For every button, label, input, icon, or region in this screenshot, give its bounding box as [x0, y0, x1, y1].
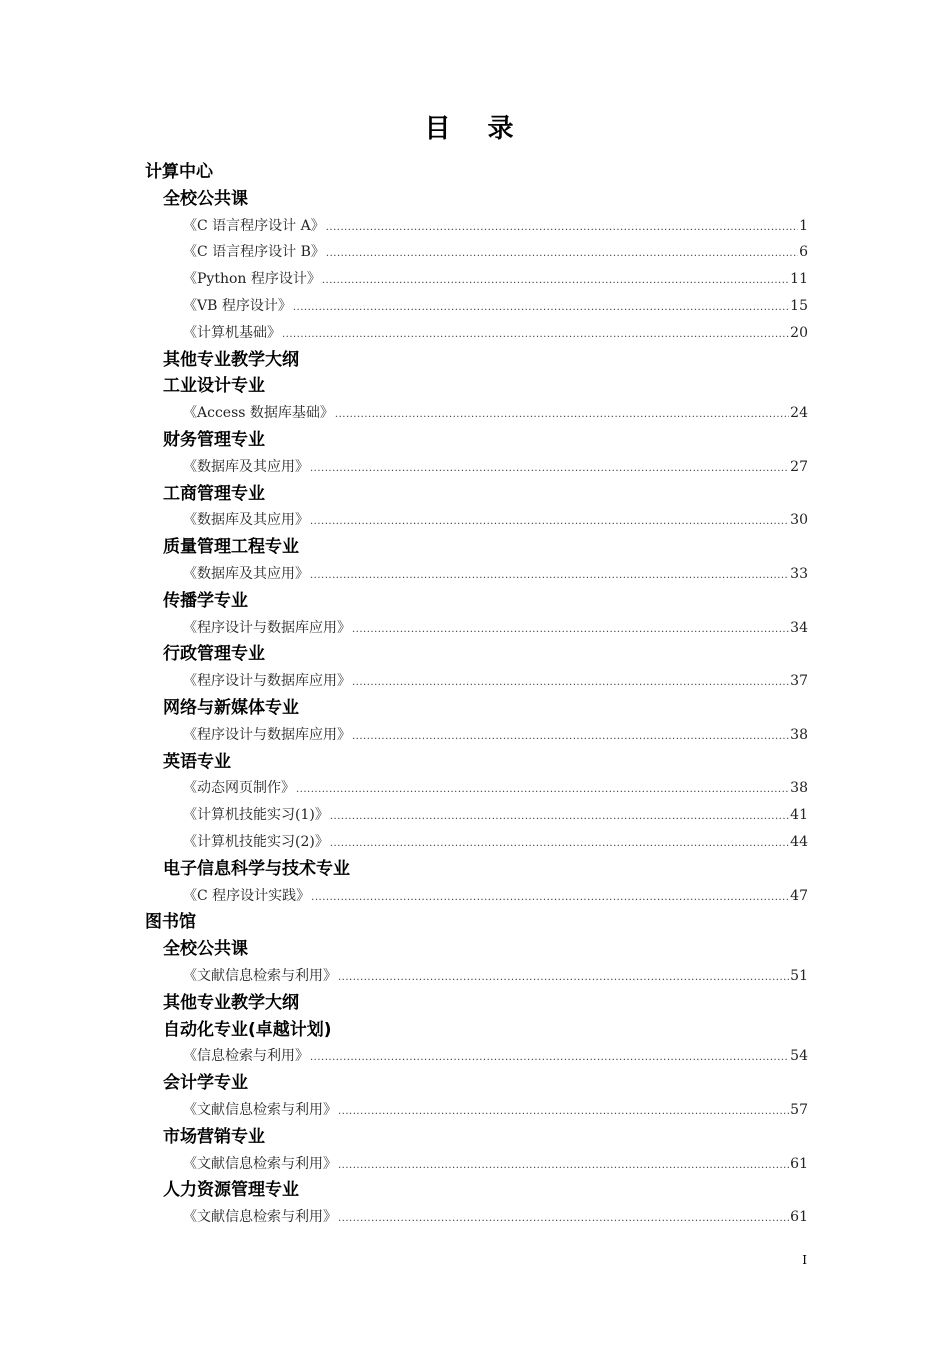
toc-entry-page: 51 [790, 968, 808, 984]
toc-subsection-heading: 英语专业 [163, 751, 231, 772]
toc-entry [183, 1097, 808, 1123]
toc-subsection-heading: 质量管理工程专业 [163, 537, 299, 558]
toc-leader-dots [338, 1206, 789, 1232]
toc-entry-title: 《文献信息检索与利用》 [183, 1155, 337, 1172]
toc-entry-title: 《文献信息检索与利用》 [183, 1209, 337, 1226]
toc-section-heading: 计算中心 [145, 162, 213, 182]
toc-entry-title: 《计算机技能实习(2)》 [183, 834, 329, 850]
toc-entry-title: 《程序设计与数据库应用》 [183, 619, 351, 636]
toc-leader-dots [352, 724, 789, 750]
toc-entry [183, 1151, 808, 1177]
toc-entry-title: 《文献信息检索与利用》 [183, 1102, 337, 1118]
toc-leader-dots [310, 1045, 789, 1071]
toc-entry [183, 293, 808, 319]
toc-entry-page: 44 [790, 834, 808, 850]
toc-entry [183, 829, 808, 855]
toc-entry-page: 33 [790, 566, 808, 582]
toc-leader-dots [310, 509, 789, 535]
toc-section-heading: 图书馆 [145, 912, 196, 933]
toc-entry [183, 802, 808, 828]
toc-entry [183, 963, 808, 989]
page-number: I [802, 1253, 807, 1267]
toc-entry-title: 《C 语言程序设计 A》 [183, 217, 325, 234]
toc-entry-title: 《数据库及其应用》 [183, 566, 309, 582]
toc-subsection-heading: 全校公共课 [163, 188, 248, 209]
toc-leader-dots [335, 402, 789, 428]
toc-entry-page: 11 [790, 271, 808, 288]
toc-entry-title: 《Access 数据库基础》 [183, 405, 334, 422]
toc-entry-page: 6 [799, 244, 808, 261]
toc-entry-title: 《动态网页制作》 [183, 780, 295, 797]
toc-entry [183, 320, 808, 346]
toc-entry-title: 《数据库及其应用》 [183, 458, 309, 475]
toc-entry-title: 《C 语言程序设计 B》 [183, 244, 325, 261]
toc-subsection-heading: 行政管理专业 [163, 644, 265, 665]
toc-subsection-heading: 工业设计专业 [163, 376, 265, 397]
toc-entry [183, 239, 808, 265]
toc-entry-page: 20 [790, 324, 808, 341]
toc-entry [183, 507, 808, 533]
toc-subsection-heading: 市场营销专业 [163, 1126, 265, 1147]
toc-leader-dots [330, 804, 789, 830]
toc-entry-page: 24 [790, 405, 808, 422]
toc-entry [183, 454, 808, 480]
toc-entry [183, 561, 808, 587]
toc-entry-page: 57 [790, 1102, 808, 1118]
toc-subsection-heading: 电子信息科学与技术专业 [163, 858, 350, 879]
toc-entry-page: 61 [790, 1155, 808, 1172]
toc-entry-title: 《数据库及其应用》 [183, 512, 309, 529]
toc-leader-dots [282, 322, 789, 348]
toc-subsection-heading: 会计学专业 [163, 1073, 248, 1094]
toc-entry-title: 《VB 程序设计》 [183, 298, 292, 314]
toc-entry [183, 213, 808, 239]
toc-entry-page: 1 [799, 217, 808, 234]
toc-entry-title: 《计算机技能实习(1)》 [183, 807, 329, 824]
toc-leader-dots [338, 965, 789, 991]
page-title: 目 录 [424, 114, 528, 144]
toc-leader-dots [326, 241, 798, 267]
toc-leader-dots [293, 295, 789, 321]
toc-entry-page: 37 [790, 673, 808, 690]
toc-entry-title: 《计算机基础》 [183, 324, 281, 341]
toc-leader-dots [330, 831, 789, 857]
toc-entry-title: 《信息检索与利用》 [183, 1048, 309, 1065]
toc-subsection-heading: 人力资源管理专业 [163, 1180, 299, 1201]
toc-leader-dots [311, 885, 789, 911]
toc-entry-page: 47 [790, 887, 808, 904]
toc-subsection-heading: 自动化专业(卓越计划) [163, 1019, 332, 1040]
toc-entry [183, 266, 808, 292]
toc-leader-dots [310, 563, 789, 589]
toc-entry [183, 615, 808, 641]
toc-entry-title: 《程序设计与数据库应用》 [183, 673, 351, 690]
toc-subsection-heading: 财务管理专业 [163, 430, 265, 450]
toc-entry [183, 1043, 808, 1069]
toc-subsection-heading: 其他专业教学大纲 [163, 992, 299, 1013]
toc-leader-dots [310, 456, 789, 482]
toc-entry [183, 668, 808, 694]
toc-entry-page: 41 [790, 807, 808, 824]
toc-entry-page: 15 [790, 298, 808, 314]
toc-entry [183, 775, 808, 801]
toc-entry-page: 38 [790, 726, 808, 743]
toc-entry-page: 34 [790, 619, 808, 636]
toc-entry-page: 54 [790, 1048, 808, 1065]
toc-entry [183, 1204, 808, 1230]
toc-entry-title: 《C 程序设计实践》 [183, 887, 311, 904]
toc-entry [183, 400, 808, 426]
toc-entry [183, 722, 808, 748]
toc-subsection-heading: 其他专业教学大纲 [163, 349, 299, 370]
toc-entry-title: 《Python 程序设计》 [183, 271, 321, 288]
toc-entry-page: 61 [790, 1209, 808, 1226]
toc-leader-dots [338, 1099, 789, 1125]
toc-leader-dots [338, 1153, 789, 1179]
toc-leader-dots [296, 777, 789, 803]
toc-entry [183, 883, 808, 909]
toc-entry-title: 《文献信息检索与利用》 [183, 968, 337, 984]
toc-entry-page: 27 [790, 458, 808, 475]
toc-entry-title: 《程序设计与数据库应用》 [183, 726, 351, 743]
toc-leader-dots [322, 268, 789, 294]
toc-entry-page: 38 [790, 780, 808, 797]
toc-leader-dots [326, 215, 798, 241]
toc-subsection-heading: 全校公共课 [163, 939, 248, 960]
toc-subsection-heading: 网络与新媒体专业 [163, 698, 299, 718]
toc-subsection-heading: 工商管理专业 [163, 483, 265, 504]
toc-subsection-heading: 传播学专业 [163, 590, 248, 611]
toc-leader-dots [352, 670, 789, 696]
toc-leader-dots [352, 617, 789, 643]
toc-entry-page: 30 [790, 512, 808, 529]
